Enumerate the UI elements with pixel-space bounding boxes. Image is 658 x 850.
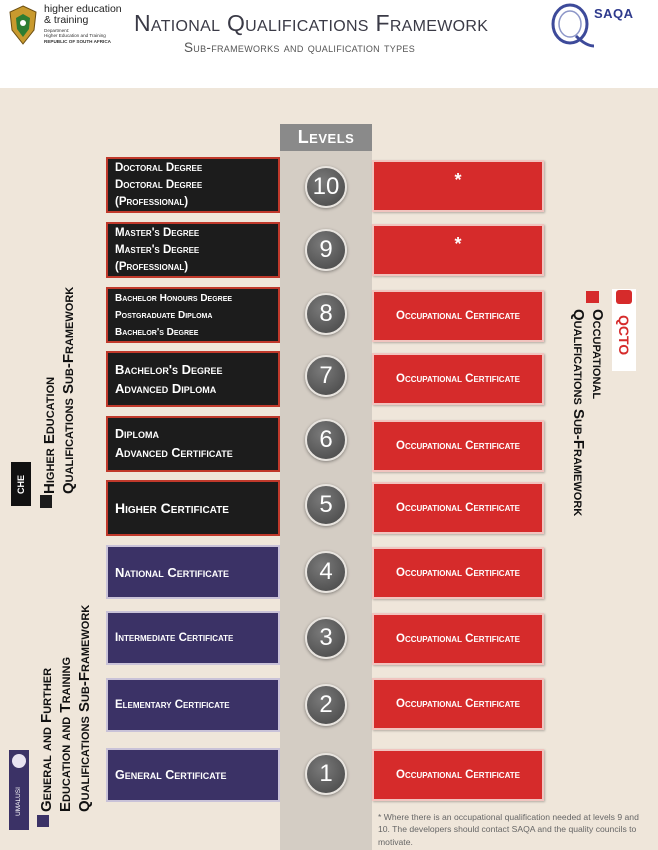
qualification-box-level-8 [106,287,280,343]
he-subframework-label [40,287,78,494]
header [0,0,658,88]
occ-label-line2: Qualifications Sub-Framework [570,309,587,517]
qualification-label: Diploma [115,427,160,441]
level-circle-10: 10 [305,166,347,208]
coat-of-arms-icon [6,4,40,46]
saqa-name: SAQA [594,6,634,21]
qualification-label: (Professional) [115,195,189,208]
occupational-box-level-9: * [372,224,544,276]
level-circle-5: 5 [305,484,347,526]
qualification-label: Advanced Certificate [115,446,233,460]
level-circle-6: 6 [305,419,347,461]
gfet-subframework-label [37,605,94,812]
qualification-label: National Certificate [115,564,230,580]
saqa-q-icon [546,2,596,50]
qualification-label: Postgraduate Diploma [115,309,213,321]
qualification-label: Doctoral Degree [115,161,203,174]
occupational-box-level-2: Occupational Certificate [372,678,544,730]
qualification-label: Master's Degree [115,243,200,256]
qualification-box-level-2 [106,678,280,732]
qualification-label: Bachelor Honours Degree [115,292,233,304]
qcto-name: QCTO [616,314,632,356]
level-circle-7: 7 [305,355,347,397]
qualification-label: Bachelor's Degree [115,362,223,377]
qualification-label: Higher Certificate [115,499,229,516]
level-circle-4: 4 [305,551,347,593]
umalusi-name: UMALUSI [15,787,22,817]
qualification-label: Bachelor's Degree [115,326,199,338]
occupational-box-level-8: Occupational Certificate [372,290,544,342]
gfet-color-key [37,815,49,827]
footnote: * Where there is an occupational qualification needed at levels 9 and 10. The developers should contact SAQA and the quality councils to motivate. [378,812,639,847]
umalusi-emblem-icon [12,754,26,768]
qualification-label: General Certificate [115,767,227,782]
occupational-subframework-label [569,309,607,516]
he-label-line2: Qualifications Sub-Framework [60,286,77,494]
qualification-box-level-9 [106,222,280,278]
qualification-box-level-4 [106,545,280,599]
qualification-box-level-6 [106,416,280,472]
he-label-line1: Higher Education [41,376,58,494]
gfet-label-line1: General and Further [38,667,55,812]
saqa-logo [546,2,654,50]
qualification-label: Elementary Certificate [115,698,230,711]
qualification-label: Doctoral Degree [115,178,203,191]
levels-heading: Levels [280,124,372,151]
level-circle-2: 2 [305,684,347,726]
qualification-label: Advanced Diploma [115,381,217,396]
occupational-color-key [586,291,599,303]
occupational-box-level-4: Occupational Certificate [372,547,544,599]
he-color-key [40,495,52,508]
occupational-box-level-3: Occupational Certificate [372,613,544,665]
dhet-sub-line3: REPUBLIC OF SOUTH AFRICA [44,39,111,44]
occupational-box-level-10: * [372,160,544,212]
qualification-label: Master's Degree [115,226,200,239]
level-circle-3: 3 [305,617,347,659]
level-circle-8: 8 [305,293,347,335]
page-subtitle: Sub-frameworks and qualification types [184,40,416,55]
level-circle-9: 9 [305,229,347,271]
occupational-box-level-6: Occupational Certificate [372,420,544,472]
page-title: National Qualifications Framework [134,10,489,36]
occupational-box-level-7: Occupational Certificate [372,353,544,405]
dhet-name-line1: higher education [44,3,122,15]
occupational-box-level-1: Occupational Certificate [372,749,544,801]
occupational-box-level-5: Occupational Certificate [372,482,544,534]
che-logo: CHE [11,462,31,506]
qualification-label: (Professional) [115,260,189,273]
qualification-box-level-5 [106,480,280,536]
qualification-box-level-10 [106,157,280,213]
dhet-name-line2: & training [44,14,89,26]
qualification-box-level-3 [106,611,280,665]
gfet-label-line3: Qualifications Sub-Framework [76,604,93,812]
qualification-label: Intermediate Certificate [115,631,234,644]
qualification-box-level-7 [106,351,280,407]
level-circle-1: 1 [305,753,347,795]
occ-label-line1: Occupational [589,309,606,400]
qualification-box-level-1 [106,748,280,802]
dhet-sub-line1: Department: [44,28,70,33]
gfet-label-line2: Education and Training [57,656,74,812]
dhet-logo [6,4,126,48]
dhet-sub-line2: Higher Education and Training [44,33,106,38]
